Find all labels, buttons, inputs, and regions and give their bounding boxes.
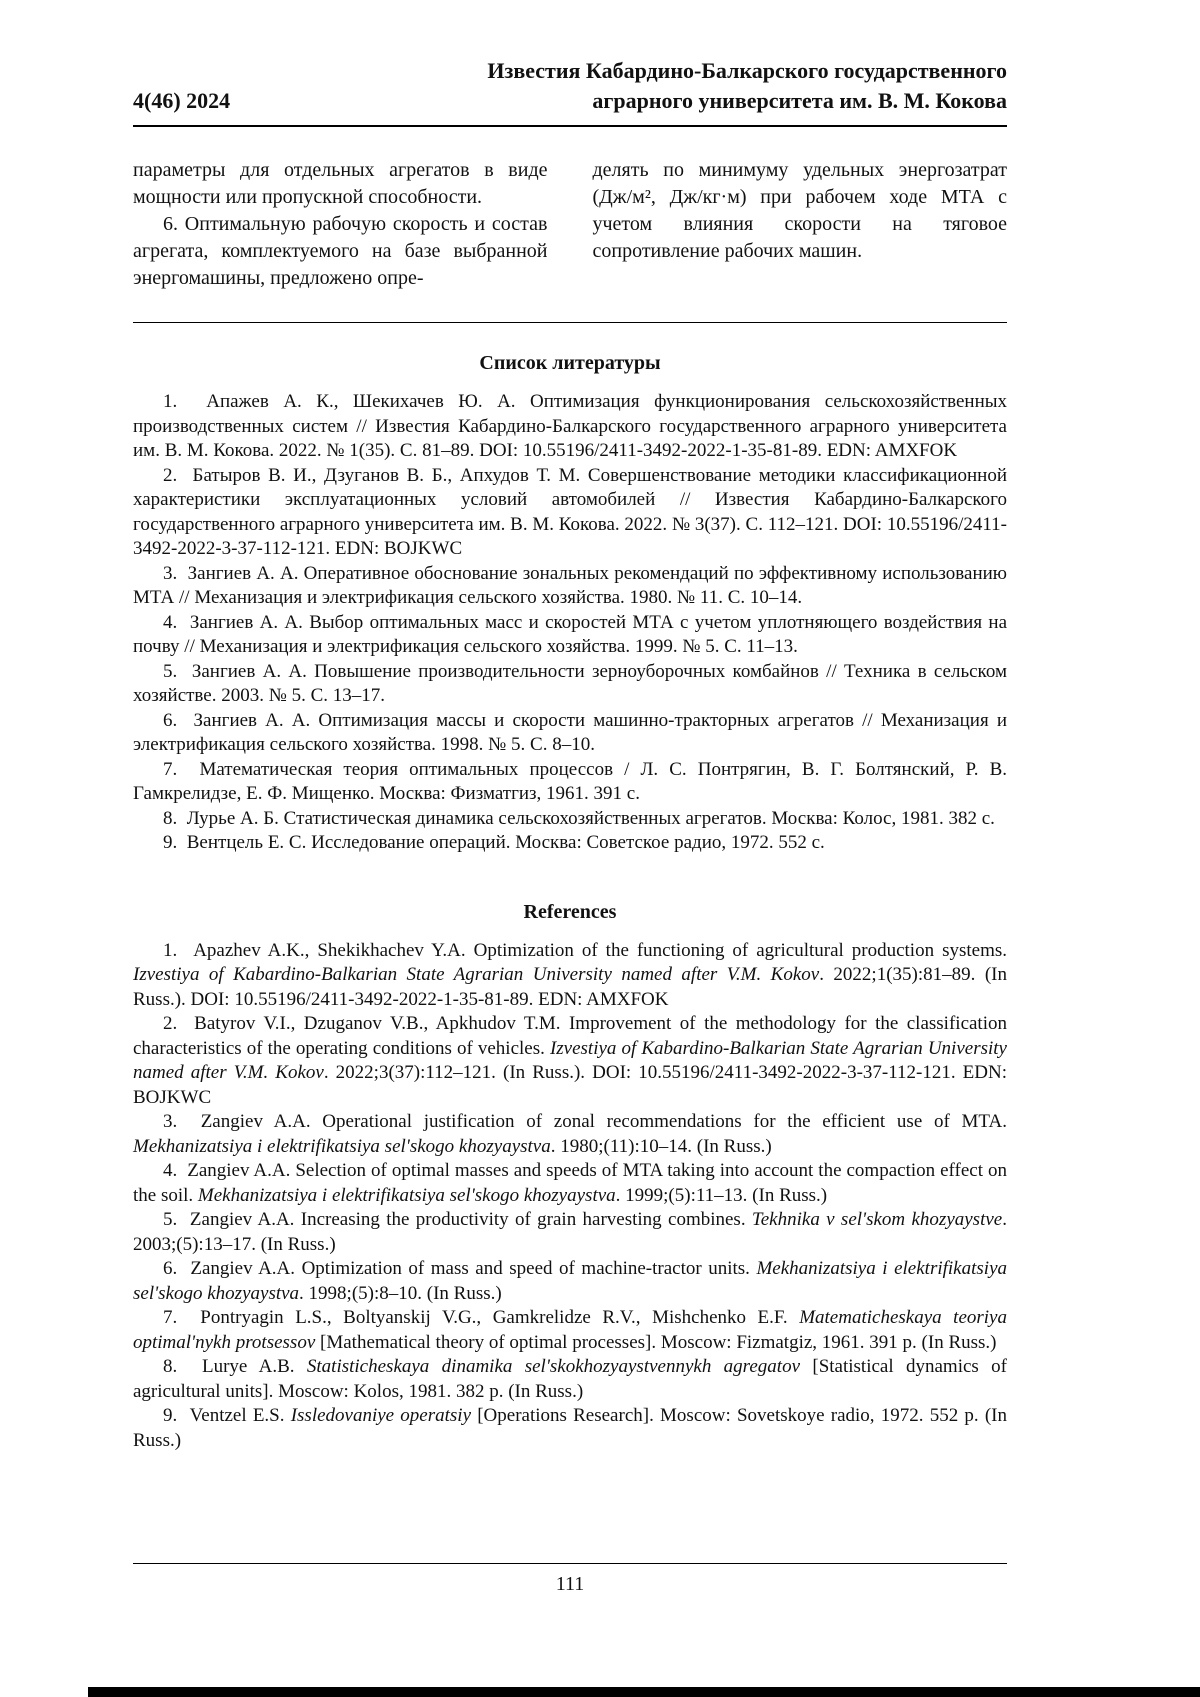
reference-text-segment: 9. Ventzel E.S.	[163, 1405, 291, 1426]
reference-text-segment: . 1980;(11):10–14. (In Russ.)	[550, 1135, 772, 1157]
paragraph: 6. Оптимальную рабочую скорость и состав агрегата, комплектуемого на базе выбранной энергомашины, предложено опре-	[133, 213, 548, 289]
reference-text-segment: 5. Zangiev A.A. Increasing the productivity of grain harvesting combines.	[163, 1209, 752, 1230]
reference-text-segment: . 2003;(5):13–17. (In Russ.)	[133, 1209, 1007, 1255]
right-text-column	[593, 157, 1008, 292]
reference-text-segment: 2. Батыров В. И., Дзуганов В. Б., Апхудов Т. М. Совершенствование методики классификационной характеристики эксплуатационных условий автомобилей // Известия Кабардино-Балкарского государственного аграрного университета им. В. М. Кокова. 2022. № 3(37). С. 112–121. DOI: 10.55196/2411-3492-2022-3-37-112-121. EDN: BOJKWC	[133, 464, 1007, 559]
reference-italic-segment: Matematicheskaya teoriya optimal'nykh protsessov	[133, 1307, 1007, 1353]
reference-text-segment: . 2022;1(35):81–89. (In Russ.). DOI: 10.55196/2411-3492-2022-1-35-81-89. EDN: AMXFOK	[133, 964, 1007, 1010]
reference-text-segment: [Operations Research]. Moscow: Sovetskoye radio, 1972. 552 p. (In Russ.)	[133, 1405, 1007, 1451]
reference-item	[133, 660, 1007, 709]
reference-item	[133, 390, 1007, 464]
bibliography-title-ru: Список литературы	[479, 352, 661, 374]
section-divider	[133, 322, 1007, 323]
scan-artifact-bar	[88, 1687, 1200, 1697]
reference-text-segment: [Mathematical theory of optimal processes]. Moscow: Fizmatgiz, 1961. 391 p. (In Russ.)	[315, 1331, 997, 1353]
reference-item	[133, 807, 1007, 832]
reference-text-segment: . 2022;3(37):112–121. (In Russ.). DOI: 10.55196/2411-3492-2022-3-37-112-121. EDN: BOJKWC	[133, 1062, 1008, 1108]
left-text-column	[133, 157, 548, 292]
reference-text-segment: 3. Zangiev A.A. Operational justification of zonal recommendations for the efficient use of MTA.	[163, 1111, 1007, 1132]
reference-italic-segment: Issledovaniye operatsiy	[290, 1405, 472, 1426]
reference-item	[133, 1208, 1007, 1257]
page-number: 111	[555, 1573, 585, 1595]
page-header	[133, 56, 1007, 116]
reference-text-segment: 2. Batyrov V.I., Dzuganov V.B., Apkhudov T.M. Improvement of the methodology for the classification characteristics of the operating conditions of vehicles.	[133, 1013, 1007, 1059]
issue-label: 4(46) 2024	[133, 88, 231, 113]
reference-item	[133, 611, 1007, 660]
reference-text-segment: 7. Pontryagin L.S., Boltyanskij V.G., Gamkrelidze R.V., Mishchenko E.F.	[163, 1307, 800, 1328]
reference-item	[133, 758, 1007, 807]
reference-text-segment: 5. Зангиев А. А. Повышение производительности зерноуборочных комбайнов // Техника в сельском хозяйстве. 2003. № 5. С. 13–17.	[133, 660, 1007, 706]
reference-text-segment: 7. Математическая теория оптимальных процессов / Л. С. Понтрягин, В. Г. Болтянский, Р. В. Гамкрелидзе, Е. Ф. Мищенко. Москва: Физматгиз, 1961. 391 с.	[133, 758, 1007, 804]
paragraph: параметры для отдельных агрегатов в виде мощности или пропускной способности.	[133, 159, 548, 208]
reference-item	[133, 1306, 1007, 1355]
reference-text-segment: 8. Lurye A.B.	[163, 1356, 307, 1377]
reference-item	[133, 1012, 1007, 1110]
reference-text-segment: 3. Зангиев А. А. Оперативное обоснование зональных рекомендаций по эффективному использованию МТА // Механизация и электрификация сельского хозяйства. 1980. № 11. С. 10–14.	[133, 562, 1007, 608]
page-footer	[133, 1563, 1007, 1596]
reference-item	[133, 1355, 1007, 1404]
journal-title-line1: Известия Кабардино-Балкарского государственного	[487, 58, 1007, 83]
journal-title-line2: аграрного университета им. В. М. Кокова	[592, 88, 1007, 113]
reference-text-segment: [Statistical dynamics of agricultural units]. Moscow: Kolos, 1981. 382 p. (In Russ.)	[133, 1356, 1007, 1402]
journal-title	[487, 56, 1007, 116]
reference-italic-segment: Mekhanizatsiya i elektrifikatsiya sel'skogo khozyaystva	[133, 1135, 551, 1157]
reference-item	[133, 1159, 1007, 1208]
reference-item	[133, 1110, 1007, 1159]
reference-text-segment: . 1999;(5):11–13. (In Russ.)	[615, 1184, 828, 1206]
references-title-en: References	[523, 900, 617, 923]
reference-italic-segment: Mekhanizatsiya i elektrifikatsiya sel'skogo khozyaystva	[133, 1258, 1008, 1304]
article-body-columns	[133, 157, 1007, 292]
reference-text-segment: . 1998;(5):8–10. (In Russ.)	[299, 1282, 502, 1304]
reference-italic-segment: Mekhanizatsiya i elektrifikatsiya sel'skogo khozyaystva	[197, 1184, 616, 1206]
reference-text-segment: 6. Zangiev A.A. Optimization of mass and speed of machine-tractor units.	[163, 1258, 757, 1279]
bibliography-list-ru	[133, 390, 1007, 856]
reference-item	[133, 562, 1007, 611]
reference-text-segment: 9. Вентцель Е. С. Исследование операций. Москва: Советское радио, 1972. 552 с.	[163, 832, 825, 853]
reference-italic-segment: Izvestiya of Kabardino-Balkarian State Agrarian University named after V.M. Kokov	[133, 964, 820, 985]
reference-item	[133, 709, 1007, 758]
reference-text-segment: 1. Apazhev A.K., Shekikhachev Y.A. Optimization of the functioning of agricultural production systems.	[163, 939, 1007, 961]
reference-item	[133, 1404, 1007, 1453]
reference-item	[133, 831, 1007, 856]
reference-text-segment: 8. Лурье А. Б. Статистическая динамика сельскохозяйственных агрегатов. Москва: Колос, 1981. 382 с.	[163, 807, 995, 829]
reference-italic-segment: Izvestiya of Kabardino-Balkarian State Agrarian University named after V.M. Kokov	[133, 1037, 1007, 1083]
reference-text-segment: 1. Апажев А. К., Шекихачев Ю. А. Оптимизация функционирования сельскохозяйственных производственных систем // Известия Кабардино-Балкарского государственного аграрного университета им. В. М. Кокова. 2022. № 1(35). С. 81–89. DOI: 10.55196/2411-3492-2022-1-35-81-89. EDN: AMXFOK	[133, 391, 1007, 461]
reference-text-segment: 6. Зангиев А. А. Оптимизация массы и скорости машинно-тракторных агрегатов // Механизация и электрификация сельского хозяйства. 1998. № 5. С. 8–10.	[133, 709, 1007, 755]
reference-item	[133, 939, 1007, 1013]
references-list-en	[133, 939, 1007, 1454]
reference-item	[133, 1257, 1007, 1306]
reference-italic-segment: Tekhnika v sel'skom khozyaystve	[751, 1209, 1003, 1230]
reference-text-segment: 4. Зангиев А. А. Выбор оптимальных масс и скоростей МТА с учетом уплотняющего воздействия на почву // Механизация и электрификация сельского хозяйства. 1999. № 5. С. 11–13.	[133, 611, 1007, 657]
reference-italic-segment: Statisticheskaya dinamika sel'skokhozyaystvennykh agregatov	[306, 1356, 801, 1377]
reference-item	[133, 464, 1007, 562]
reference-text-segment: 4. Zangiev A.A. Selection of optimal masses and speeds of MTA taking into account the compaction effect on the soil.	[133, 1160, 1007, 1206]
header-divider	[133, 125, 1007, 127]
paragraph: делять по минимуму удельных энергозатрат (Дж/м², Дж/кг·м) при рабочем ходе МТА с учетом влияния скорости на тяговое сопротивление рабочих машин.	[592, 159, 1007, 262]
